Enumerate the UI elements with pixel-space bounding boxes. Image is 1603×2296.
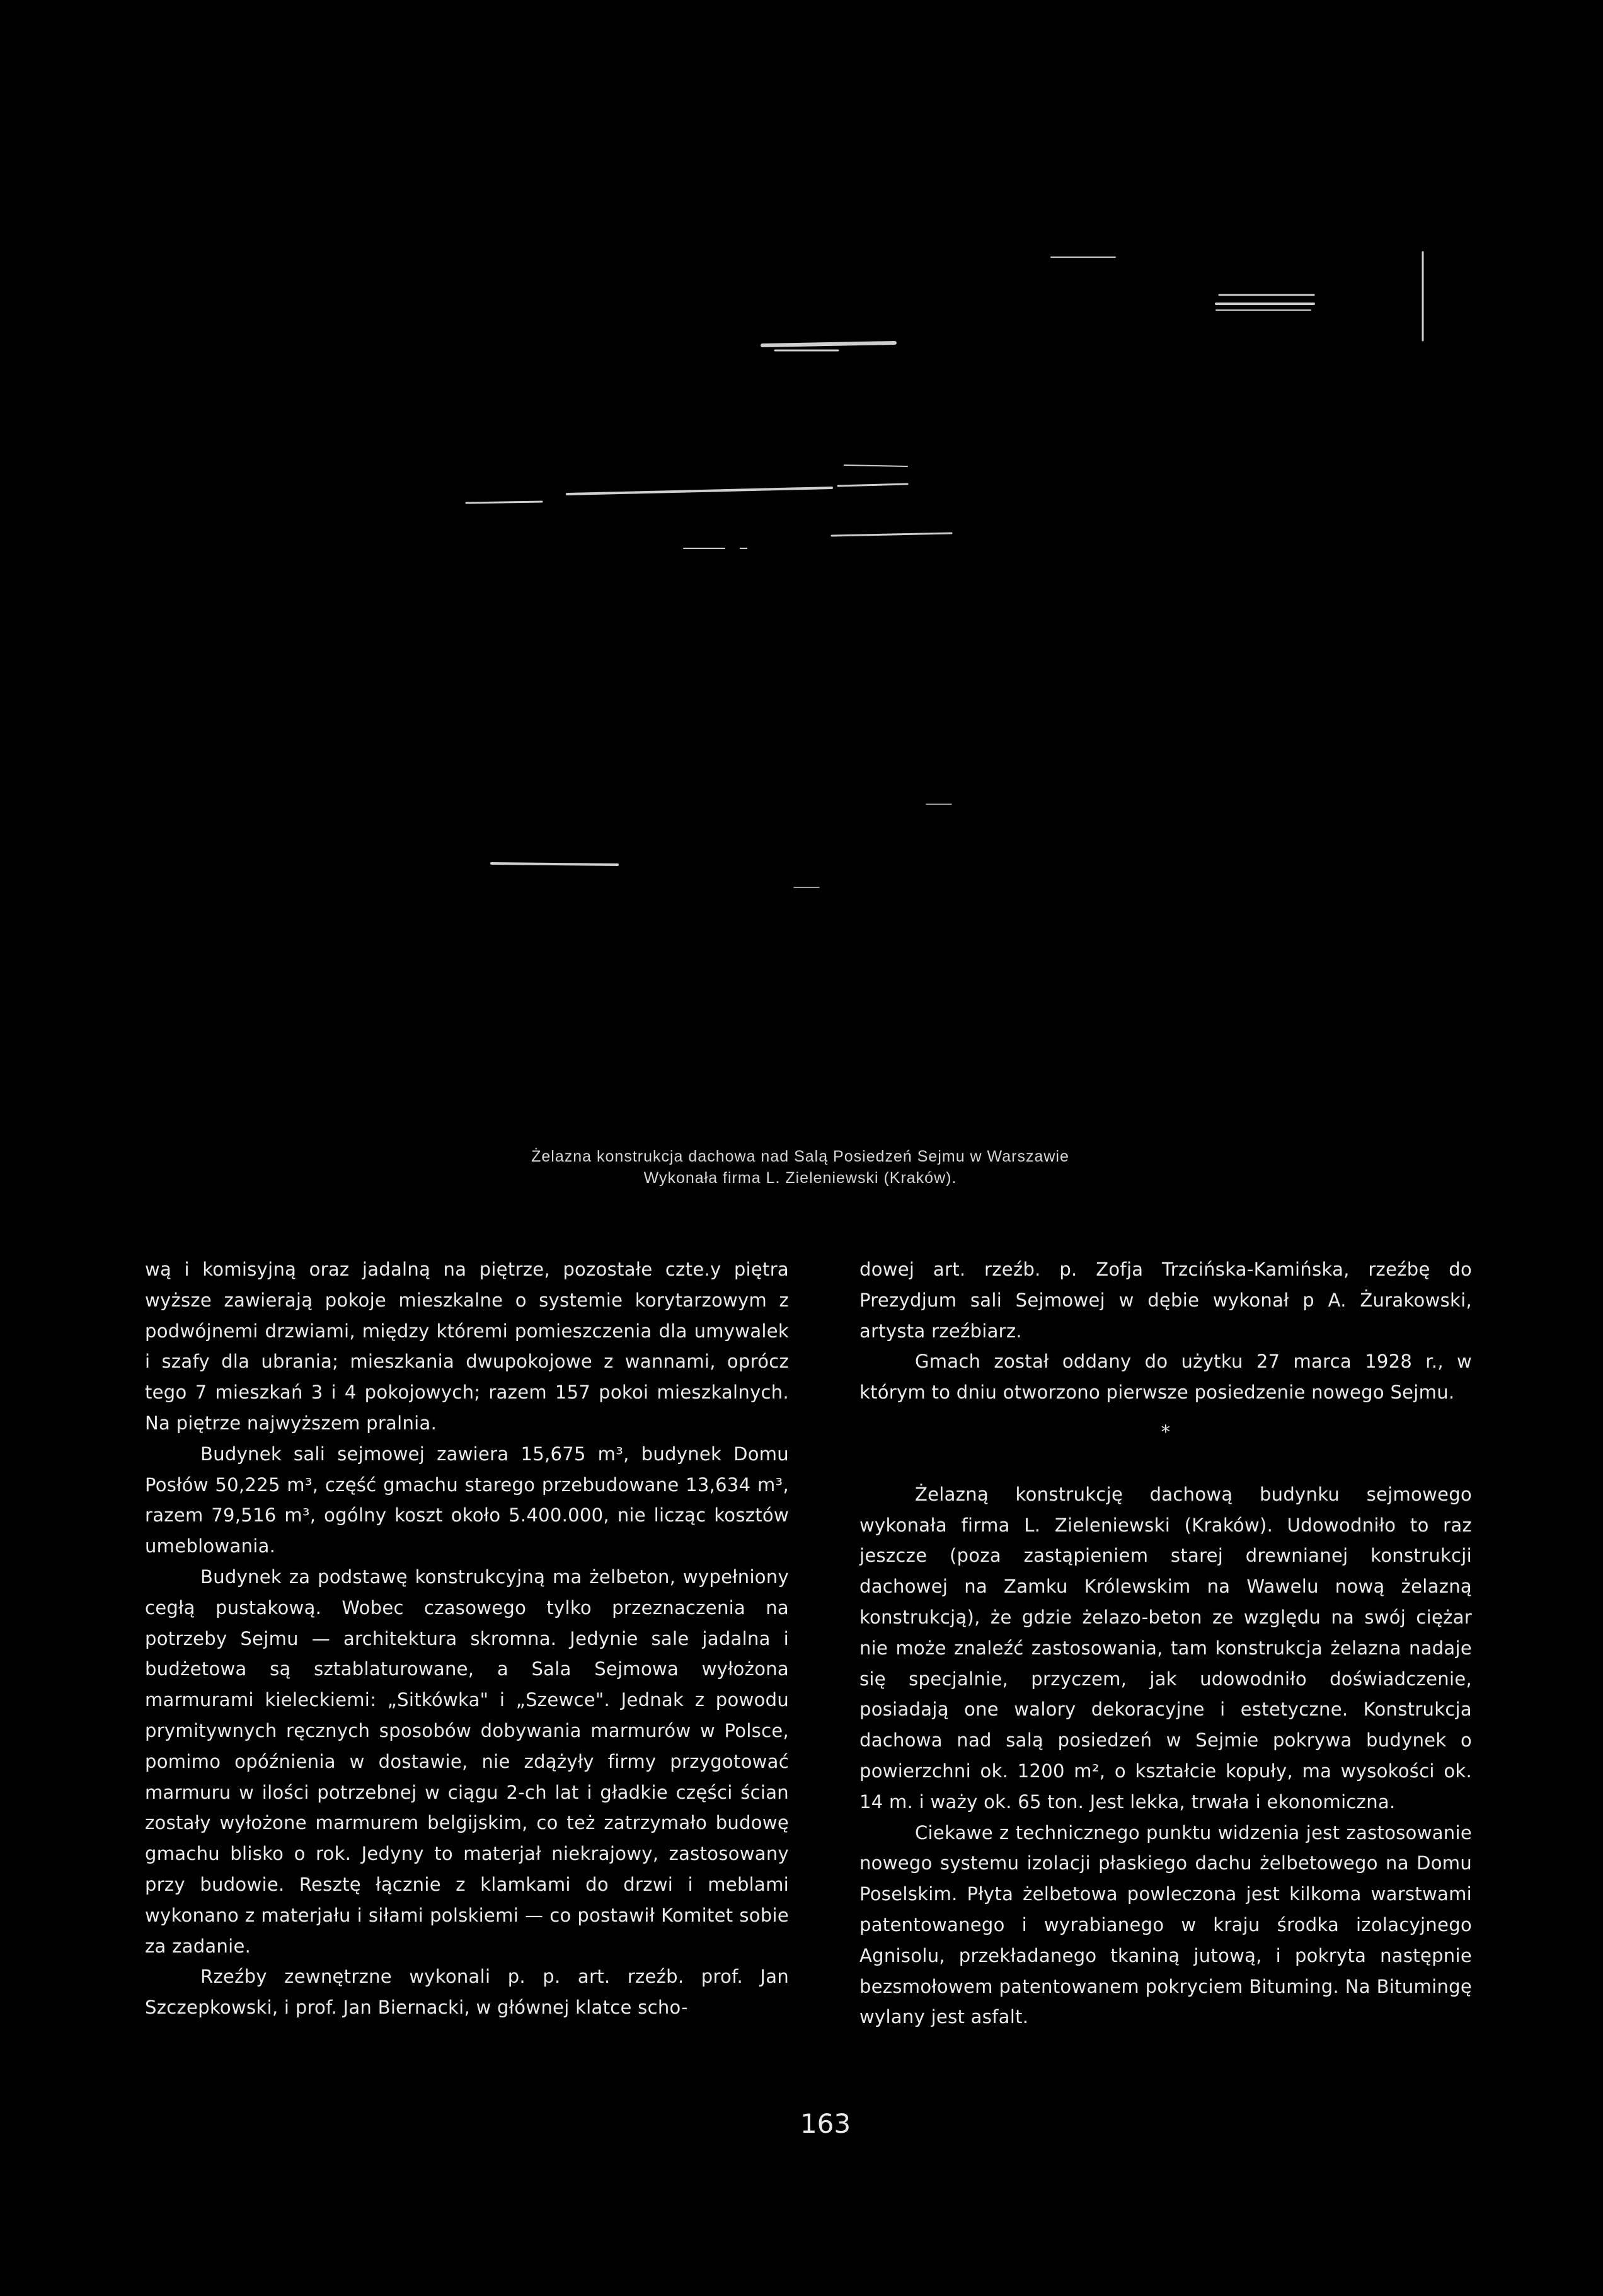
paragraph: wą i komisyjną oraz jadalną na piętrze, pozostałe czte.y piętra wyższe zawierają pokoje mieszkalne o systemie korytarzowym z podwójnemi drzwiami, między któremi pomieszczenia dla umywalek i szafy dla ubrania; mieszkania dwupokojowe z wannami, oprócz tego 7 mieszkań 3 i 4 pokojowych; razem 157 pokoi mieszkalnych. Na piętrze najwyższem pralnia. — [145, 1259, 789, 1434]
paragraph: Gmach został oddany do użytku 27 marca 1928 r., w którym to dniu otworzono pierwsze posiedzenie nowego Sejmu. — [859, 1351, 1472, 1404]
right-text-column — [859, 1254, 1472, 2033]
paragraph: Rzeźby zewnętrzne wykonali p. p. art. rzeźb. prof. Jan Szczepkowski, i prof. Jan Biernacki, w głównej klatce scho- — [145, 1966, 789, 2019]
section-separator: * — [1161, 1421, 1171, 1443]
page-number: 163 — [800, 2108, 851, 2139]
paragraph: Budynek sali sejmowej zawiera 15,675 m³, budynek Domu Posłów 50,225 m³, część gmachu starego przebudowane 13,634 m³, razem 79,516 m³, ogólny koszt około 5.400.000, nie licząc kosztów umeblowania. — [145, 1443, 789, 1557]
paragraph: Ciekawe z technicznego punktu widzenia jest zastosowanie nowego systemu izolacji płaskiego dachu żelbetowego na Domu Poselskim. Płyta żelbetowa powleczona jest kilkoma warstwami patentowanego i wyrabianego w kraju środka izolacyjnego Agnisolu, przekładanego tkaniną jutową, i pokryta następnie bezsmołowem patentowanem pokryciem Bituming. Na Bitumingę wylany jest asfalt. — [859, 1821, 1472, 2028]
photo-caption — [353, 1146, 1248, 1189]
roof-construction-photo — [0, 0, 1603, 1134]
left-text-column — [145, 1254, 789, 2023]
caption-line-2: Wykonała firma L. Zieleniewski (Kraków). — [643, 1169, 957, 1187]
paragraph: Żelazną konstrukcję dachową budynku sejmowego wykonała firma L. Zieleniewski (Kraków). Udowodniło to raz jeszcze (poza zastąpieniem starej drewnianej konstrukcji dachowej na Zamku Królewskim na Wawelu nową żelazną konstrukcją), że gdzie żelazo-beton ze względu na swój ciężar nie może znaleźć zastosowania, tam konstrukcja żelazna nadaje się specjalnie, przyczem, jak udowodniło doświadczenie, posiadają one walory dekoracyjne i estetyczne. Konstrukcja dachowa nad salą posiedzeń w Sejmie pokrywa budynek o powierzchni ok. 1200 m², o kształcie kopuły, ma wysokości ok. 14 m. i waży ok. 65 ton. Jest lekka, trwała i ekonomiczna. — [859, 1483, 1472, 1813]
paragraph: dowej art. rzeźb. p. Zofja Trzcińska-Kamińska, rzeźbę do Prezydjum sali Sejmowej w dębie wykonał p A. Żurakowski, artysta rzeźbiarz. — [859, 1259, 1472, 1342]
caption-line-1: Żelazna konstrukcja dachowa nad Salą Posiedzeń Sejmu w Warszawie — [531, 1148, 1069, 1165]
paragraph: Budynek za podstawę konstrukcyjną ma żelbeton, wypełniony cegłą pustakową. Wobec czasowego tylko przeznaczenia na potrzeby Sejmu — architektura skromna. Jedynie sale jadalna i budżetowa są sztablaturowane, a Sala Sejmowa wyłożona marmurami kieleckiemi: „Sitkówka" i „Szewce". Jednak z powodu prymitywnych ręcznych sposobów dobywania marmurów w Polsce, pomimo opóźnienia w dostawie, nie zdążyły firmy przygotować marmuru w ilości potrzebnej w ciągu 2-ch lat i gładkie części ścian zostały wyłożone marmurem belgijskim, co też zatrzymało budowę gmachu blisko o rok. Jedyny to materjał niekrajowy, zastosowany przy budowie. Resztę łącznie z klamkami do drzwi i meblami wykonano z materjału i siłami polskiemi — co postawił Komitet sobie za zadanie. — [145, 1566, 789, 1957]
